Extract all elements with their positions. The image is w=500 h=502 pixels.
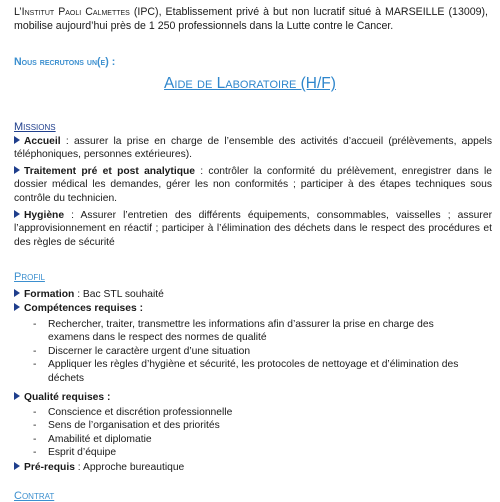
mission-text: : contrôler la conformité du prélèvement, enregistrer dans le dossier médical les demandes, gérer les non conformités ; participer à des étapes techniques sous contrôle du technicien. [14,166,493,204]
arrow-bullet-icon [14,303,20,311]
competences-suffix: : [136,303,144,314]
formation-term: Formation [24,289,75,300]
mission-text: : Assurer l’entretien des différents équipements, consommables, vaisselles ; assurer l’approvisionnement en réactif ; participer à l’élimination des déchets dans le respect des procédures et des règles de sécurité [14,210,492,248]
list-item: - Amabilité et diplomatie [33,433,152,445]
profil-competences [14,302,492,316]
arrow-bullet-icon [14,289,20,297]
mission-term: Accueil [24,136,61,147]
profil-formation [14,288,492,302]
list-item-text: Conscience et discrétion professionnelle [48,407,233,418]
qualites-suffix: : [104,392,111,403]
list-item: - Conscience et discrétion professionnelle [33,407,233,418]
arrow-bullet-icon [14,462,20,470]
mission-hygiene [14,209,492,249]
contrat-heading: Contrat [14,490,55,502]
job-title: Aide de Laboratoire (H/F) [164,75,336,92]
missions-heading: Missions [14,121,56,133]
intro-paragraph [14,5,488,33]
list-item: - Discerner le caractère urgent d’une situation [33,345,251,357]
mission-traitement [14,165,492,205]
competences-term: Compétences requises [24,303,137,314]
list-item: - Rechercher, traiter, transmettre les informations afin d’assurer la prise en charge des examens dans le respect des normes de qualité [33,319,434,344]
qualites-term: Qualité requises [24,392,105,403]
mission-term: Traitement pré et post analytique [24,166,196,177]
list-item-text: Rechercher, traiter, transmettre les informations afin d’assurer la prise en charge des examens dans le respect des normes de qualité [48,319,434,344]
recruit-label: Nous recrutons un(e) : [14,56,116,68]
list-item-text: Esprit d’équipe [48,447,117,459]
arrow-bullet-icon [14,136,20,144]
mission-text: : assurer la prise en charge de l’ensemble des activités d’accueil (prélèvements, appels téléphoniques, personnes extérieures). [14,136,492,161]
qualites-list [33,406,473,460]
list-item: - Appliquer les règles d’hygiène et sécurité, les protocoles de nettoyage et d’élimination des déchets [33,359,459,384]
list-item-text: Appliquer les règles d’hygiène et sécurité, les protocoles de nettoyage et d’élimination des déchets [48,359,459,384]
intro-text: (IPC), Etablissement privé à but non lucratif situé à MARSEILLE (13009), mobilise aujourd’hui près de 1 250 professionnels dans la Lutte contre le Cancer. [14,6,488,32]
list-item: - Sens de l’organisation et des priorités [33,420,220,432]
prerequis-text: : Approche bureautique [74,462,185,473]
mission-accueil [14,135,492,162]
arrow-bullet-icon [14,392,20,400]
formation-text: : Bac STL souhaité [74,289,164,300]
competences-list [33,318,473,385]
list-item-text: Discerner le caractère urgent d’une situation [48,345,251,357]
arrow-bullet-icon [14,210,20,218]
profil-qualites [14,391,492,405]
arrow-bullet-icon [14,166,20,174]
list-item-text: Amabilité et diplomatie [48,433,152,445]
profil-heading: Profil [14,271,45,283]
mission-term: Hygiène [24,210,65,221]
list-item-text: Sens de l’organisation et des priorités [48,420,220,432]
list-item: - Esprit d’équipe [33,447,117,459]
intro-prefix: L’ [14,6,22,18]
prerequis-term: Pré-requis [24,462,75,473]
institute-name: Institut Paoli Calmettes [21,6,130,18]
profil-prerequis [14,461,492,475]
